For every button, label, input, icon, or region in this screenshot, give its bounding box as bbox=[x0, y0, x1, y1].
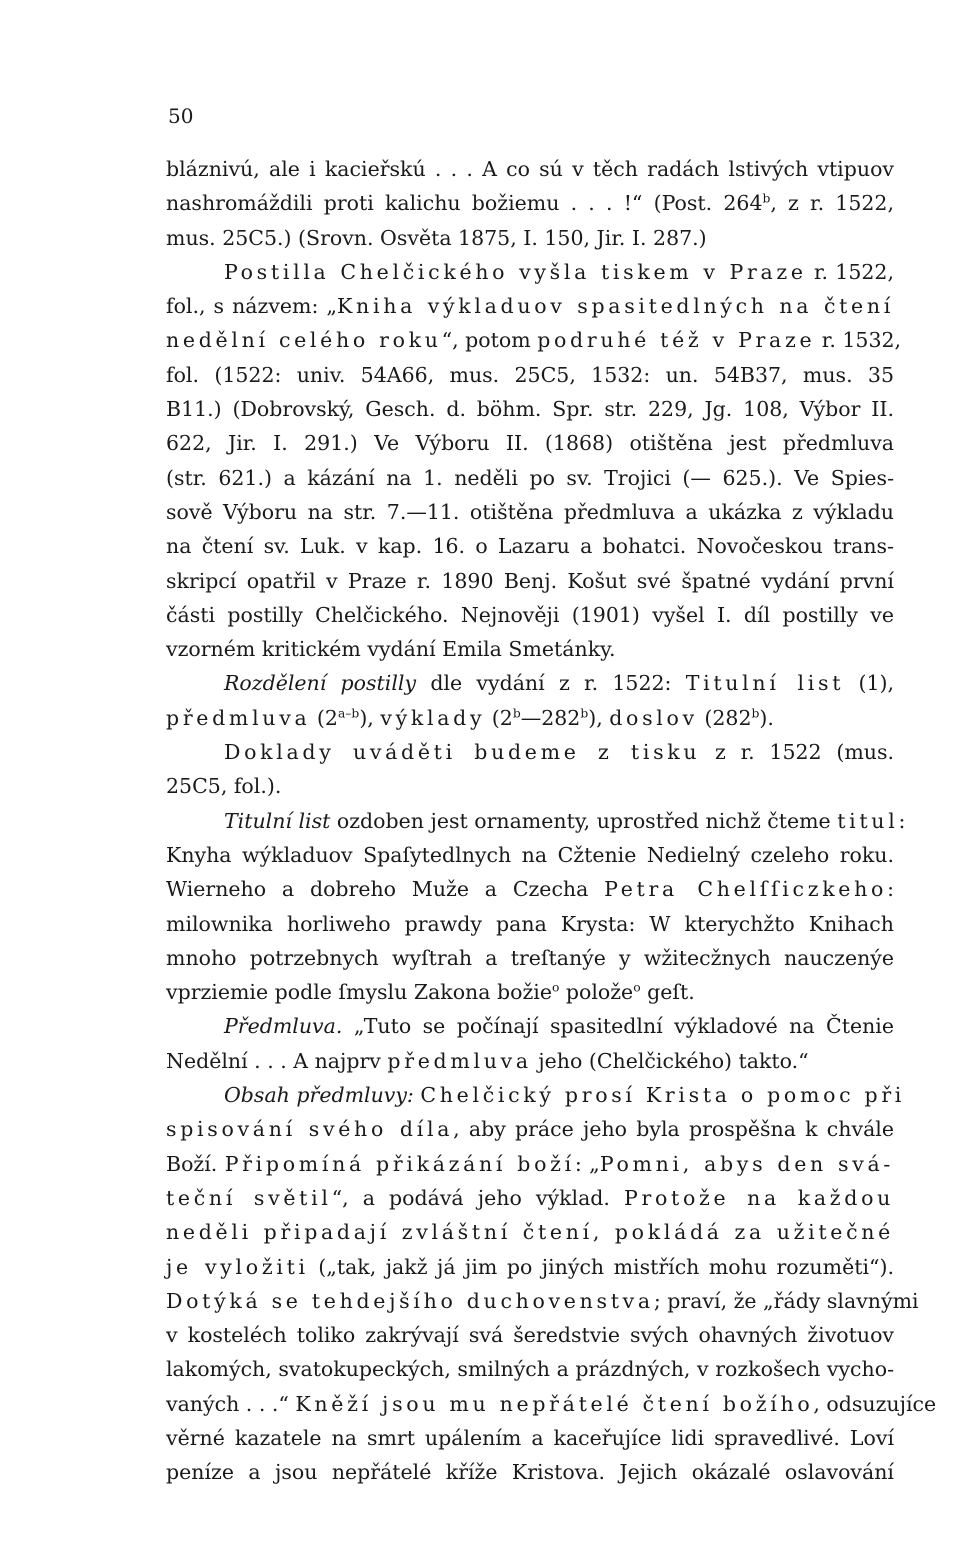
text-run: fol., s názvem: „ bbox=[166, 294, 338, 319]
spaced-text: nedělní celého roku bbox=[166, 328, 442, 353]
text-run: (282 bbox=[697, 705, 752, 730]
text-run: : „ bbox=[574, 1151, 600, 1176]
spaced-text: doslov bbox=[609, 705, 698, 730]
spaced-text: Chelčický prosí Krista o pomoc při bbox=[420, 1083, 906, 1108]
superscript: a–b bbox=[337, 706, 360, 721]
spaced-text: Titulní list bbox=[685, 671, 845, 696]
text-run: v kosteléch toliko zakrývají svá šeredstvie svých ohavných životuov bbox=[166, 1323, 894, 1348]
spaced-text: Petra Chelſſiczkeho bbox=[604, 877, 888, 902]
superscript: b bbox=[762, 191, 771, 206]
italic-text: Rozdělení postilly bbox=[224, 671, 417, 696]
text-run: sově Výboru na str. 7.—11. otištěna předmluva a ukázka z výkladu bbox=[166, 499, 894, 524]
text-line bbox=[166, 632, 894, 666]
text-line bbox=[166, 1078, 906, 1112]
text-run: („tak, jakž já jim po jiných mistřích mohu rozuměti“). bbox=[308, 1254, 894, 1279]
text-run: nashromáždili proti kalichu božiemu . . . !“ (Post. 264 bbox=[166, 191, 763, 216]
spaced-text: je vyložiti bbox=[166, 1254, 309, 1279]
spaced-text: spisování svého díla bbox=[166, 1117, 454, 1142]
text-run: z r. 1522 (mus. bbox=[700, 740, 894, 765]
italic-text: Obsah předmluvy: bbox=[224, 1083, 414, 1108]
text-run: věrné kazatele na smrt upálením a kaceřujíce lidi spravedlivé. Loví bbox=[166, 1425, 894, 1450]
text-line bbox=[166, 1181, 894, 1215]
text-run: B11.) (Dobrovský, Gesch. d. böhm. Spr. str. 229, Jg. 108, Výbor II. bbox=[166, 397, 894, 422]
text-line bbox=[166, 152, 894, 186]
text-line bbox=[166, 941, 894, 975]
text-run: ; praví, že „řády slavnými bbox=[653, 1288, 919, 1313]
text-line bbox=[166, 975, 894, 1009]
text-run: fol. (1522: univ. 54A66, mus. 25C5, 1532: un. 54B37, mus. 35 bbox=[166, 362, 894, 387]
text-run: , z r. 1522, bbox=[770, 191, 894, 216]
text-run: Boží. bbox=[166, 1151, 225, 1176]
text-run: mnoho potrzebnych wyſtrah a treſtanýe y wžitecžnych nauczenýe bbox=[166, 945, 894, 970]
text-line bbox=[166, 1147, 894, 1181]
spaced-text: Kniha výkladuov spasitedlných na čtení bbox=[337, 294, 894, 319]
text-line bbox=[166, 1318, 894, 1352]
text-run: r. 1532, bbox=[815, 328, 902, 353]
text-run: vaných . . .“ bbox=[166, 1391, 296, 1416]
spaced-text: předmluva bbox=[166, 705, 311, 730]
text-line bbox=[166, 838, 894, 872]
spaced-text: podruhé též v Praze bbox=[537, 328, 816, 353]
superscript: b bbox=[512, 706, 521, 721]
superscript: b bbox=[580, 706, 589, 721]
spaced-text: titul bbox=[837, 808, 899, 833]
text-run: , odsuzujíce bbox=[813, 1391, 937, 1416]
text-line bbox=[166, 907, 894, 941]
text-line bbox=[166, 1250, 894, 1284]
text-line bbox=[166, 289, 894, 323]
text-run: skripcí opatřil v Praze r. 1890 Benj. Košut své špatné vydání první bbox=[166, 568, 894, 593]
text-line bbox=[166, 1112, 894, 1146]
text-run: dle vydání z r. 1522: bbox=[416, 671, 686, 696]
text-run: geſt. bbox=[640, 980, 695, 1005]
text-run: (1), bbox=[844, 671, 895, 696]
text-line bbox=[166, 598, 894, 632]
text-line bbox=[166, 323, 902, 357]
text-run: : bbox=[887, 877, 894, 902]
spaced-text: Doklady uváděti budeme z tisku bbox=[224, 740, 701, 765]
spaced-text: výklady bbox=[380, 705, 486, 730]
text-run: části postilly Chelčického. Nejnověji (1901) vyšel I. díl postilly ve bbox=[166, 602, 894, 627]
spaced-text: Dotýká se tehdejšího duchovenstva bbox=[166, 1288, 654, 1313]
text-line bbox=[166, 1284, 919, 1318]
spaced-text: předmluva bbox=[387, 1048, 532, 1073]
text-run: , aby práce jeho byla prospěšna k chvále bbox=[453, 1117, 894, 1142]
italic-text: Předmluva. bbox=[224, 1014, 343, 1039]
text-run: (str. 621.) a kázání na 1. neděli po sv. Trojici (— 625.). Ve Spies- bbox=[166, 465, 894, 490]
text-line bbox=[166, 392, 894, 426]
text-run: polože bbox=[559, 980, 634, 1005]
spaced-text: Pomni, abys den svá- bbox=[599, 1151, 895, 1176]
text-run: vprziemie podle ſmyslu Zakona božie bbox=[166, 980, 552, 1005]
text-run: ), bbox=[359, 705, 381, 730]
text-run: bláznivú, ale i kacieřskú . . . A co sú v těch radách lstivých vtipuov bbox=[166, 157, 894, 181]
text-run: na čtení sv. Luk. v kap. 16. o Lazaru a bohatci. Novočeskou trans- bbox=[166, 534, 894, 559]
text-run: : bbox=[898, 808, 906, 833]
text-run: vzorném kritickém vydání Emila Smetánky. bbox=[166, 637, 616, 662]
text-line bbox=[166, 1455, 894, 1489]
text-line bbox=[166, 701, 894, 735]
text-run: “, a podává jeho výklad. bbox=[331, 1185, 625, 1210]
spaced-text: Kněží jsou mu nepřátelé čtení božího bbox=[295, 1391, 814, 1416]
superscript: b bbox=[751, 706, 760, 721]
text-line bbox=[166, 1044, 894, 1078]
text-run: 25C5, fol.). bbox=[166, 774, 282, 799]
text-line bbox=[166, 1215, 894, 1249]
text-line bbox=[166, 529, 894, 563]
text-line bbox=[166, 804, 906, 838]
text-line bbox=[166, 564, 894, 598]
italic-text: Titulní list bbox=[224, 808, 331, 833]
text-line bbox=[166, 426, 894, 460]
text-run: ozdoben jest ornamenty, uprostřed nichž čteme bbox=[330, 808, 838, 833]
text-line bbox=[166, 495, 894, 529]
text-run: (2 bbox=[310, 705, 338, 730]
text-run: ), bbox=[588, 705, 610, 730]
text-run: milownika horliweho prawdy pana Krysta: W kterychžto Knihach bbox=[166, 911, 894, 936]
text-run: mus. 25C5.) (Srovn. Osvěta 1875, I. 150, Jir. I. 287.) bbox=[166, 225, 707, 250]
text-line bbox=[166, 255, 894, 289]
text-run: ). bbox=[759, 705, 774, 730]
text-line bbox=[166, 1421, 894, 1455]
text-line bbox=[166, 461, 894, 495]
text-run: “, potom bbox=[441, 328, 538, 353]
text-run: (2 bbox=[485, 705, 513, 730]
text-line bbox=[166, 221, 894, 255]
text-run: Nedělní . . . A najprv bbox=[166, 1048, 388, 1073]
superscript: o bbox=[633, 980, 641, 995]
text-run: jeho (Chelčického) takto.“ bbox=[531, 1048, 809, 1073]
spaced-text: teční světil bbox=[166, 1185, 332, 1210]
text-line bbox=[166, 735, 894, 769]
text-line bbox=[166, 769, 894, 803]
text-run: peníze a jsou nepřátelé kříže Kristova. Jejich okázalé oslavování bbox=[166, 1460, 894, 1485]
text-line bbox=[166, 1387, 937, 1421]
text-line bbox=[166, 1009, 894, 1043]
text-line bbox=[166, 1352, 894, 1386]
text-run: Knyha wýkladuov Spaſytedlnych na Cžtenie Nedielný czeleho roku. bbox=[166, 842, 894, 867]
page-number: 50 bbox=[168, 104, 194, 128]
text-line bbox=[166, 666, 894, 700]
body-text bbox=[166, 152, 937, 1490]
text-run: „Tuto se počínají spasitedlní výkladové na Čtenie bbox=[342, 1014, 894, 1039]
text-run: —282 bbox=[520, 705, 581, 730]
text-run: 622, Jir. I. 291.) Ve Výboru II. (1868) otištěna jest předmluva bbox=[166, 431, 894, 456]
text-run: lakomých, svatokupeckých, smilných a prázdných, v rozkošech vycho- bbox=[166, 1357, 894, 1382]
spaced-text: Postilla Chelčického vyšla tiskem v Praze bbox=[224, 259, 807, 284]
text-line bbox=[166, 186, 894, 220]
text-line bbox=[166, 358, 894, 392]
text-run: r. 1522, bbox=[806, 259, 894, 284]
text-run: Wierneho a dobreho Muže a Czecha bbox=[166, 877, 605, 902]
superscript: o bbox=[551, 980, 560, 995]
text-line bbox=[166, 872, 894, 906]
spaced-text: Protože na každou bbox=[624, 1185, 894, 1210]
spaced-text: neděli připadají zvláštní čtení, pokládá za užitečné bbox=[166, 1220, 894, 1245]
spaced-text: Připomíná přikázání boží bbox=[224, 1151, 575, 1176]
